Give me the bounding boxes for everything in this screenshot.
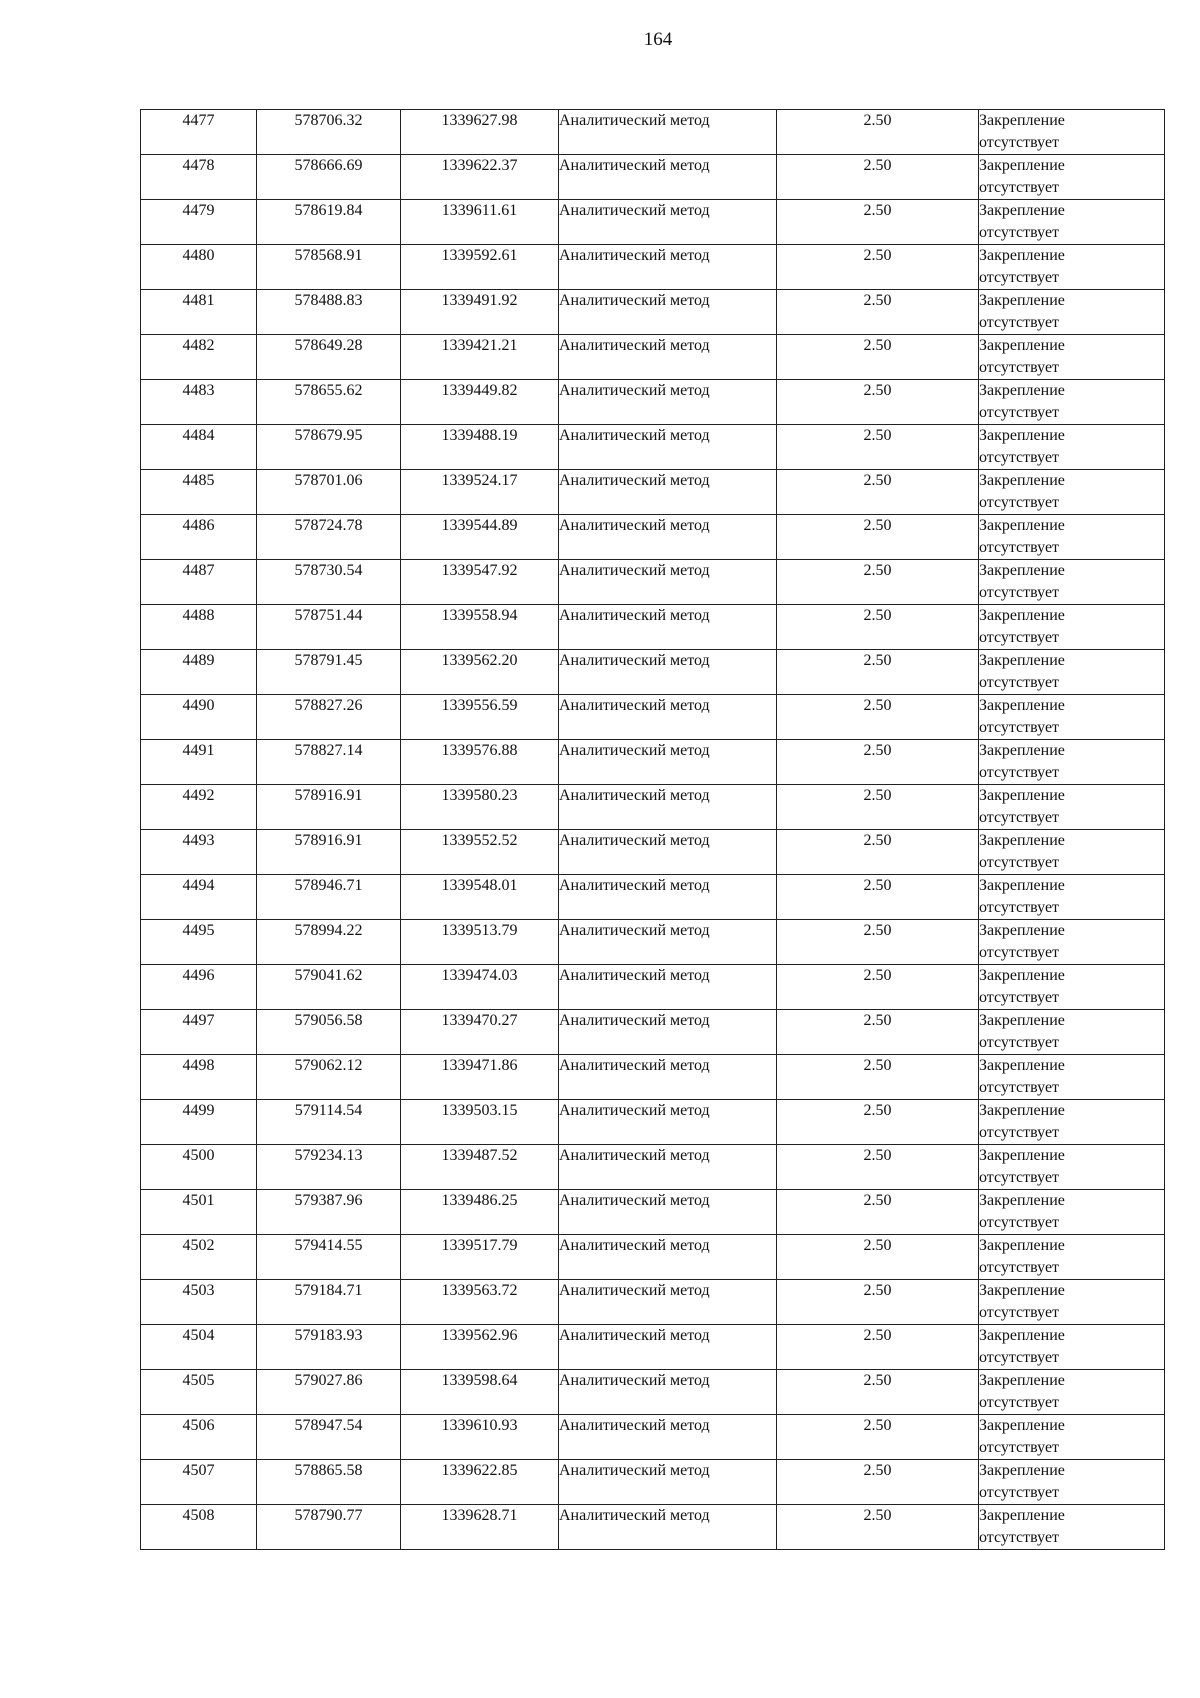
fixation-cell (979, 920, 1165, 965)
accuracy-cell: 2.50 (777, 290, 979, 335)
y-coordinate-cell: 1339622.37 (401, 155, 559, 200)
table-row (141, 470, 1165, 515)
method-cell: Аналитический метод (559, 1100, 777, 1145)
method-cell: Аналитический метод (559, 155, 777, 200)
x-coordinate-cell: 579184.71 (257, 1280, 401, 1325)
point-number-cell: 4496 (141, 965, 257, 1010)
accuracy-cell: 2.50 (777, 1190, 979, 1235)
y-coordinate-cell: 1339562.96 (401, 1325, 559, 1370)
method-cell: Аналитический метод (559, 740, 777, 785)
point-number-cell: 4486 (141, 515, 257, 560)
fixation-cell (979, 1055, 1165, 1100)
point-number-cell: 4490 (141, 695, 257, 740)
fixation-line-2: отсутствует (979, 629, 1060, 646)
fixation-line-1: Закрепление (979, 472, 1065, 489)
method-cell: Аналитический метод (559, 830, 777, 875)
fixation-cell (979, 1325, 1165, 1370)
table-row (141, 1190, 1165, 1235)
point-number-cell: 4507 (141, 1460, 257, 1505)
x-coordinate-cell: 579414.55 (257, 1235, 401, 1280)
x-coordinate-cell: 578751.44 (257, 605, 401, 650)
fixation-line-2: отсутствует (979, 1439, 1060, 1456)
fixation-line-1: Закрепление (979, 517, 1065, 534)
point-number-cell: 4492 (141, 785, 257, 830)
accuracy-cell: 2.50 (777, 785, 979, 830)
y-coordinate-cell: 1339622.85 (401, 1460, 559, 1505)
fixation-line-2: отсутствует (979, 674, 1060, 691)
fixation-line-1: Закрепление (979, 1102, 1065, 1119)
accuracy-cell: 2.50 (777, 470, 979, 515)
x-coordinate-cell: 579114.54 (257, 1100, 401, 1145)
fixation-line-2: отсутствует (979, 539, 1060, 556)
table-row (141, 425, 1165, 470)
y-coordinate-cell: 1339592.61 (401, 245, 559, 290)
point-number-cell: 4485 (141, 470, 257, 515)
accuracy-cell: 2.50 (777, 1010, 979, 1055)
accuracy-cell: 2.50 (777, 1280, 979, 1325)
table-row (141, 1145, 1165, 1190)
fixation-line-1: Закрепление (979, 427, 1065, 444)
accuracy-cell: 2.50 (777, 965, 979, 1010)
fixation-line-1: Закрепление (979, 832, 1065, 849)
accuracy-cell: 2.50 (777, 110, 979, 155)
y-coordinate-cell: 1339513.79 (401, 920, 559, 965)
table-row (141, 1370, 1165, 1415)
y-coordinate-cell: 1339610.93 (401, 1415, 559, 1460)
accuracy-cell: 2.50 (777, 875, 979, 920)
table-row (141, 1415, 1165, 1460)
y-coordinate-cell: 1339471.86 (401, 1055, 559, 1100)
x-coordinate-cell: 579183.93 (257, 1325, 401, 1370)
x-coordinate-cell: 578946.71 (257, 875, 401, 920)
accuracy-cell: 2.50 (777, 335, 979, 380)
y-coordinate-cell: 1339449.82 (401, 380, 559, 425)
table-row (141, 245, 1165, 290)
table-row (141, 830, 1165, 875)
table-row (141, 965, 1165, 1010)
accuracy-cell: 2.50 (777, 245, 979, 290)
table-row (141, 110, 1165, 155)
table-row (141, 740, 1165, 785)
point-number-cell: 4501 (141, 1190, 257, 1235)
x-coordinate-cell: 578791.45 (257, 650, 401, 695)
accuracy-cell: 2.50 (777, 560, 979, 605)
method-cell: Аналитический метод (559, 335, 777, 380)
fixation-line-2: отсутствует (979, 134, 1060, 151)
accuracy-cell: 2.50 (777, 1370, 979, 1415)
method-cell: Аналитический метод (559, 470, 777, 515)
fixation-cell (979, 110, 1165, 155)
fixation-cell (979, 515, 1165, 560)
fixation-line-2: отсутствует (979, 314, 1060, 331)
point-number-cell: 4497 (141, 1010, 257, 1055)
point-number-cell: 4494 (141, 875, 257, 920)
fixation-line-1: Закрепление (979, 292, 1065, 309)
fixation-line-2: отсутствует (979, 269, 1060, 286)
accuracy-cell: 2.50 (777, 1415, 979, 1460)
y-coordinate-cell: 1339628.71 (401, 1505, 559, 1550)
fixation-cell (979, 425, 1165, 470)
fixation-line-1: Закрепление (979, 1507, 1065, 1524)
fixation-cell (979, 470, 1165, 515)
x-coordinate-cell: 578916.91 (257, 830, 401, 875)
fixation-line-2: отсутствует (979, 809, 1060, 826)
x-coordinate-cell: 578666.69 (257, 155, 401, 200)
y-coordinate-cell: 1339421.21 (401, 335, 559, 380)
table-row (141, 785, 1165, 830)
x-coordinate-cell: 579041.62 (257, 965, 401, 1010)
fixation-line-1: Закрепление (979, 922, 1065, 939)
point-number-cell: 4477 (141, 110, 257, 155)
fixation-line-1: Закрепление (979, 1147, 1065, 1164)
point-number-cell: 4478 (141, 155, 257, 200)
fixation-line-2: отсутствует (979, 404, 1060, 421)
table-row (141, 380, 1165, 425)
fixation-cell (979, 740, 1165, 785)
method-cell: Аналитический метод (559, 1055, 777, 1100)
fixation-cell (979, 335, 1165, 380)
x-coordinate-cell: 578827.26 (257, 695, 401, 740)
y-coordinate-cell: 1339547.92 (401, 560, 559, 605)
method-cell: Аналитический метод (559, 245, 777, 290)
y-coordinate-cell: 1339558.94 (401, 605, 559, 650)
fixation-line-1: Закрепление (979, 1417, 1065, 1434)
fixation-cell (979, 200, 1165, 245)
x-coordinate-cell: 578827.14 (257, 740, 401, 785)
fixation-line-1: Закрепление (979, 1057, 1065, 1074)
y-coordinate-cell: 1339491.92 (401, 290, 559, 335)
point-number-cell: 4498 (141, 1055, 257, 1100)
fixation-line-2: отсутствует (979, 494, 1060, 511)
fixation-cell (979, 1505, 1165, 1550)
accuracy-cell: 2.50 (777, 1460, 979, 1505)
x-coordinate-cell: 578724.78 (257, 515, 401, 560)
point-number-cell: 4482 (141, 335, 257, 380)
fixation-cell (979, 605, 1165, 650)
y-coordinate-cell: 1339563.72 (401, 1280, 559, 1325)
table-row (141, 650, 1165, 695)
fixation-cell (979, 290, 1165, 335)
x-coordinate-cell: 578701.06 (257, 470, 401, 515)
accuracy-cell: 2.50 (777, 515, 979, 560)
fixation-cell (979, 650, 1165, 695)
method-cell: Аналитический метод (559, 1235, 777, 1280)
fixation-line-1: Закрепление (979, 1372, 1065, 1389)
method-cell: Аналитический метод (559, 1505, 777, 1550)
fixation-cell (979, 1280, 1165, 1325)
fixation-line-1: Закрепление (979, 697, 1065, 714)
fixation-line-1: Закрепление (979, 607, 1065, 624)
table-row (141, 695, 1165, 740)
fixation-line-1: Закрепление (979, 337, 1065, 354)
table-row (141, 1280, 1165, 1325)
point-number-cell: 4479 (141, 200, 257, 245)
point-number-cell: 4504 (141, 1325, 257, 1370)
fixation-cell (979, 155, 1165, 200)
method-cell: Аналитический метод (559, 560, 777, 605)
fixation-line-2: отсутствует (979, 1349, 1060, 1366)
method-cell: Аналитический метод (559, 785, 777, 830)
accuracy-cell: 2.50 (777, 155, 979, 200)
x-coordinate-cell: 579062.12 (257, 1055, 401, 1100)
accuracy-cell: 2.50 (777, 740, 979, 785)
fixation-cell (979, 695, 1165, 740)
fixation-line-1: Закрепление (979, 967, 1065, 984)
x-coordinate-cell: 578619.84 (257, 200, 401, 245)
point-number-cell: 4502 (141, 1235, 257, 1280)
x-coordinate-cell: 578865.58 (257, 1460, 401, 1505)
point-number-cell: 4484 (141, 425, 257, 470)
fixation-line-1: Закрепление (979, 652, 1065, 669)
fixation-line-2: отсутствует (979, 719, 1060, 736)
fixation-line-2: отсутствует (979, 1079, 1060, 1096)
method-cell: Аналитический метод (559, 1145, 777, 1190)
fixation-line-1: Закрепление (979, 1327, 1065, 1344)
method-cell: Аналитический метод (559, 380, 777, 425)
point-number-cell: 4487 (141, 560, 257, 605)
accuracy-cell: 2.50 (777, 695, 979, 740)
method-cell: Аналитический метод (559, 1190, 777, 1235)
fixation-line-1: Закрепление (979, 112, 1065, 129)
fixation-line-2: отсутствует (979, 944, 1060, 961)
x-coordinate-cell: 578568.91 (257, 245, 401, 290)
fixation-line-2: отсутствует (979, 179, 1060, 196)
point-number-cell: 4503 (141, 1280, 257, 1325)
y-coordinate-cell: 1339576.88 (401, 740, 559, 785)
x-coordinate-cell: 578994.22 (257, 920, 401, 965)
fixation-cell (979, 245, 1165, 290)
point-number-cell: 4500 (141, 1145, 257, 1190)
method-cell: Аналитический метод (559, 110, 777, 155)
table-row (141, 1010, 1165, 1055)
fixation-cell (979, 560, 1165, 605)
method-cell: Аналитический метод (559, 1325, 777, 1370)
accuracy-cell: 2.50 (777, 650, 979, 695)
fixation-cell (979, 1415, 1165, 1460)
fixation-cell (979, 785, 1165, 830)
method-cell: Аналитический метод (559, 605, 777, 650)
method-cell: Аналитический метод (559, 1460, 777, 1505)
fixation-line-1: Закрепление (979, 562, 1065, 579)
accuracy-cell: 2.50 (777, 425, 979, 470)
fixation-line-2: отсутствует (979, 854, 1060, 871)
accuracy-cell: 2.50 (777, 1055, 979, 1100)
y-coordinate-cell: 1339517.79 (401, 1235, 559, 1280)
method-cell: Аналитический метод (559, 1370, 777, 1415)
point-number-cell: 4481 (141, 290, 257, 335)
table-row (141, 1460, 1165, 1505)
point-number-cell: 4491 (141, 740, 257, 785)
x-coordinate-cell: 578916.91 (257, 785, 401, 830)
fixation-line-1: Закрепление (979, 1012, 1065, 1029)
y-coordinate-cell: 1339548.01 (401, 875, 559, 920)
accuracy-cell: 2.50 (777, 1235, 979, 1280)
x-coordinate-cell: 578488.83 (257, 290, 401, 335)
y-coordinate-cell: 1339486.25 (401, 1190, 559, 1235)
fixation-line-2: отсутствует (979, 1169, 1060, 1186)
y-coordinate-cell: 1339524.17 (401, 470, 559, 515)
accuracy-cell: 2.50 (777, 920, 979, 965)
table-row (141, 1235, 1165, 1280)
fixation-cell (979, 380, 1165, 425)
y-coordinate-cell: 1339470.27 (401, 1010, 559, 1055)
y-coordinate-cell: 1339544.89 (401, 515, 559, 560)
table-row (141, 155, 1165, 200)
y-coordinate-cell: 1339556.59 (401, 695, 559, 740)
x-coordinate-cell: 578947.54 (257, 1415, 401, 1460)
fixation-cell (979, 1100, 1165, 1145)
fixation-line-2: отсутствует (979, 989, 1060, 1006)
fixation-line-2: отсутствует (979, 224, 1060, 241)
fixation-line-1: Закрепление (979, 742, 1065, 759)
fixation-line-1: Закрепление (979, 1462, 1065, 1479)
point-number-cell: 4489 (141, 650, 257, 695)
y-coordinate-cell: 1339598.64 (401, 1370, 559, 1415)
table-body (141, 110, 1165, 1550)
method-cell: Аналитический метод (559, 425, 777, 470)
accuracy-cell: 2.50 (777, 1100, 979, 1145)
table-row (141, 560, 1165, 605)
fixation-cell (979, 1010, 1165, 1055)
point-number-cell: 4505 (141, 1370, 257, 1415)
fixation-line-2: отсутствует (979, 1394, 1060, 1411)
x-coordinate-cell: 579056.58 (257, 1010, 401, 1055)
y-coordinate-cell: 1339488.19 (401, 425, 559, 470)
fixation-cell (979, 830, 1165, 875)
fixation-line-1: Закрепление (979, 157, 1065, 174)
coordinates-table (140, 109, 1165, 1550)
method-cell: Аналитический метод (559, 1415, 777, 1460)
fixation-line-2: отсутствует (979, 1214, 1060, 1231)
fixation-line-1: Закрепление (979, 787, 1065, 804)
fixation-cell (979, 1235, 1165, 1280)
fixation-line-2: отсутствует (979, 359, 1060, 376)
y-coordinate-cell: 1339580.23 (401, 785, 559, 830)
table-row (141, 200, 1165, 245)
x-coordinate-cell: 578679.95 (257, 425, 401, 470)
accuracy-cell: 2.50 (777, 200, 979, 245)
point-number-cell: 4483 (141, 380, 257, 425)
accuracy-cell: 2.50 (777, 830, 979, 875)
method-cell: Аналитический метод (559, 1010, 777, 1055)
page-number: 164 (643, 29, 673, 50)
fixation-line-1: Закрепление (979, 1282, 1065, 1299)
y-coordinate-cell: 1339552.52 (401, 830, 559, 875)
accuracy-cell: 2.50 (777, 605, 979, 650)
fixation-line-1: Закрепление (979, 1237, 1065, 1254)
table-row (141, 1055, 1165, 1100)
table-row (141, 515, 1165, 560)
fixation-cell (979, 875, 1165, 920)
fixation-cell (979, 1370, 1165, 1415)
point-number-cell: 4499 (141, 1100, 257, 1145)
fixation-line-2: отсутствует (979, 899, 1060, 916)
point-number-cell: 4495 (141, 920, 257, 965)
y-coordinate-cell: 1339611.61 (401, 200, 559, 245)
fixation-line-2: отсутствует (979, 584, 1060, 601)
fixation-line-2: отсутствует (979, 1529, 1060, 1546)
accuracy-cell: 2.50 (777, 380, 979, 425)
accuracy-cell: 2.50 (777, 1145, 979, 1190)
fixation-line-2: отсутствует (979, 1304, 1060, 1321)
y-coordinate-cell: 1339487.52 (401, 1145, 559, 1190)
table-row (141, 335, 1165, 380)
accuracy-cell: 2.50 (777, 1325, 979, 1370)
x-coordinate-cell: 578649.28 (257, 335, 401, 380)
method-cell: Аналитический метод (559, 965, 777, 1010)
method-cell: Аналитический метод (559, 200, 777, 245)
method-cell: Аналитический метод (559, 515, 777, 560)
fixation-cell (979, 1145, 1165, 1190)
fixation-line-2: отсутствует (979, 764, 1060, 781)
fixation-line-2: отсутствует (979, 1124, 1060, 1141)
fixation-cell (979, 1190, 1165, 1235)
fixation-line-1: Закрепление (979, 1192, 1065, 1209)
point-number-cell: 4480 (141, 245, 257, 290)
method-cell: Аналитический метод (559, 290, 777, 335)
fixation-line-2: отсутствует (979, 1484, 1060, 1501)
fixation-line-2: отсутствует (979, 1034, 1060, 1051)
fixation-cell (979, 965, 1165, 1010)
point-number-cell: 4506 (141, 1415, 257, 1460)
table-row (141, 1325, 1165, 1370)
table-row (141, 605, 1165, 650)
fixation-line-1: Закрепление (979, 877, 1065, 894)
point-number-cell: 4488 (141, 605, 257, 650)
point-number-cell: 4508 (141, 1505, 257, 1550)
x-coordinate-cell: 579027.86 (257, 1370, 401, 1415)
fixation-line-1: Закрепление (979, 382, 1065, 399)
x-coordinate-cell: 578730.54 (257, 560, 401, 605)
x-coordinate-cell: 578655.62 (257, 380, 401, 425)
y-coordinate-cell: 1339474.03 (401, 965, 559, 1010)
accuracy-cell: 2.50 (777, 1505, 979, 1550)
method-cell: Аналитический метод (559, 695, 777, 740)
table-row (141, 1100, 1165, 1145)
x-coordinate-cell: 578706.32 (257, 110, 401, 155)
method-cell: Аналитический метод (559, 1280, 777, 1325)
table-row (141, 875, 1165, 920)
fixation-line-2: отсутствует (979, 449, 1060, 466)
x-coordinate-cell: 578790.77 (257, 1505, 401, 1550)
fixation-cell (979, 1460, 1165, 1505)
table-row (141, 920, 1165, 965)
method-cell: Аналитический метод (559, 650, 777, 695)
fixation-line-2: отсутствует (979, 1259, 1060, 1276)
fixation-line-1: Закрепление (979, 202, 1065, 219)
point-number-cell: 4493 (141, 830, 257, 875)
fixation-line-1: Закрепление (979, 247, 1065, 264)
method-cell: Аналитический метод (559, 920, 777, 965)
y-coordinate-cell: 1339503.15 (401, 1100, 559, 1145)
method-cell: Аналитический метод (559, 875, 777, 920)
x-coordinate-cell: 579234.13 (257, 1145, 401, 1190)
y-coordinate-cell: 1339627.98 (401, 110, 559, 155)
y-coordinate-cell: 1339562.20 (401, 650, 559, 695)
x-coordinate-cell: 579387.96 (257, 1190, 401, 1235)
table-row (141, 1505, 1165, 1550)
table-row (141, 290, 1165, 335)
